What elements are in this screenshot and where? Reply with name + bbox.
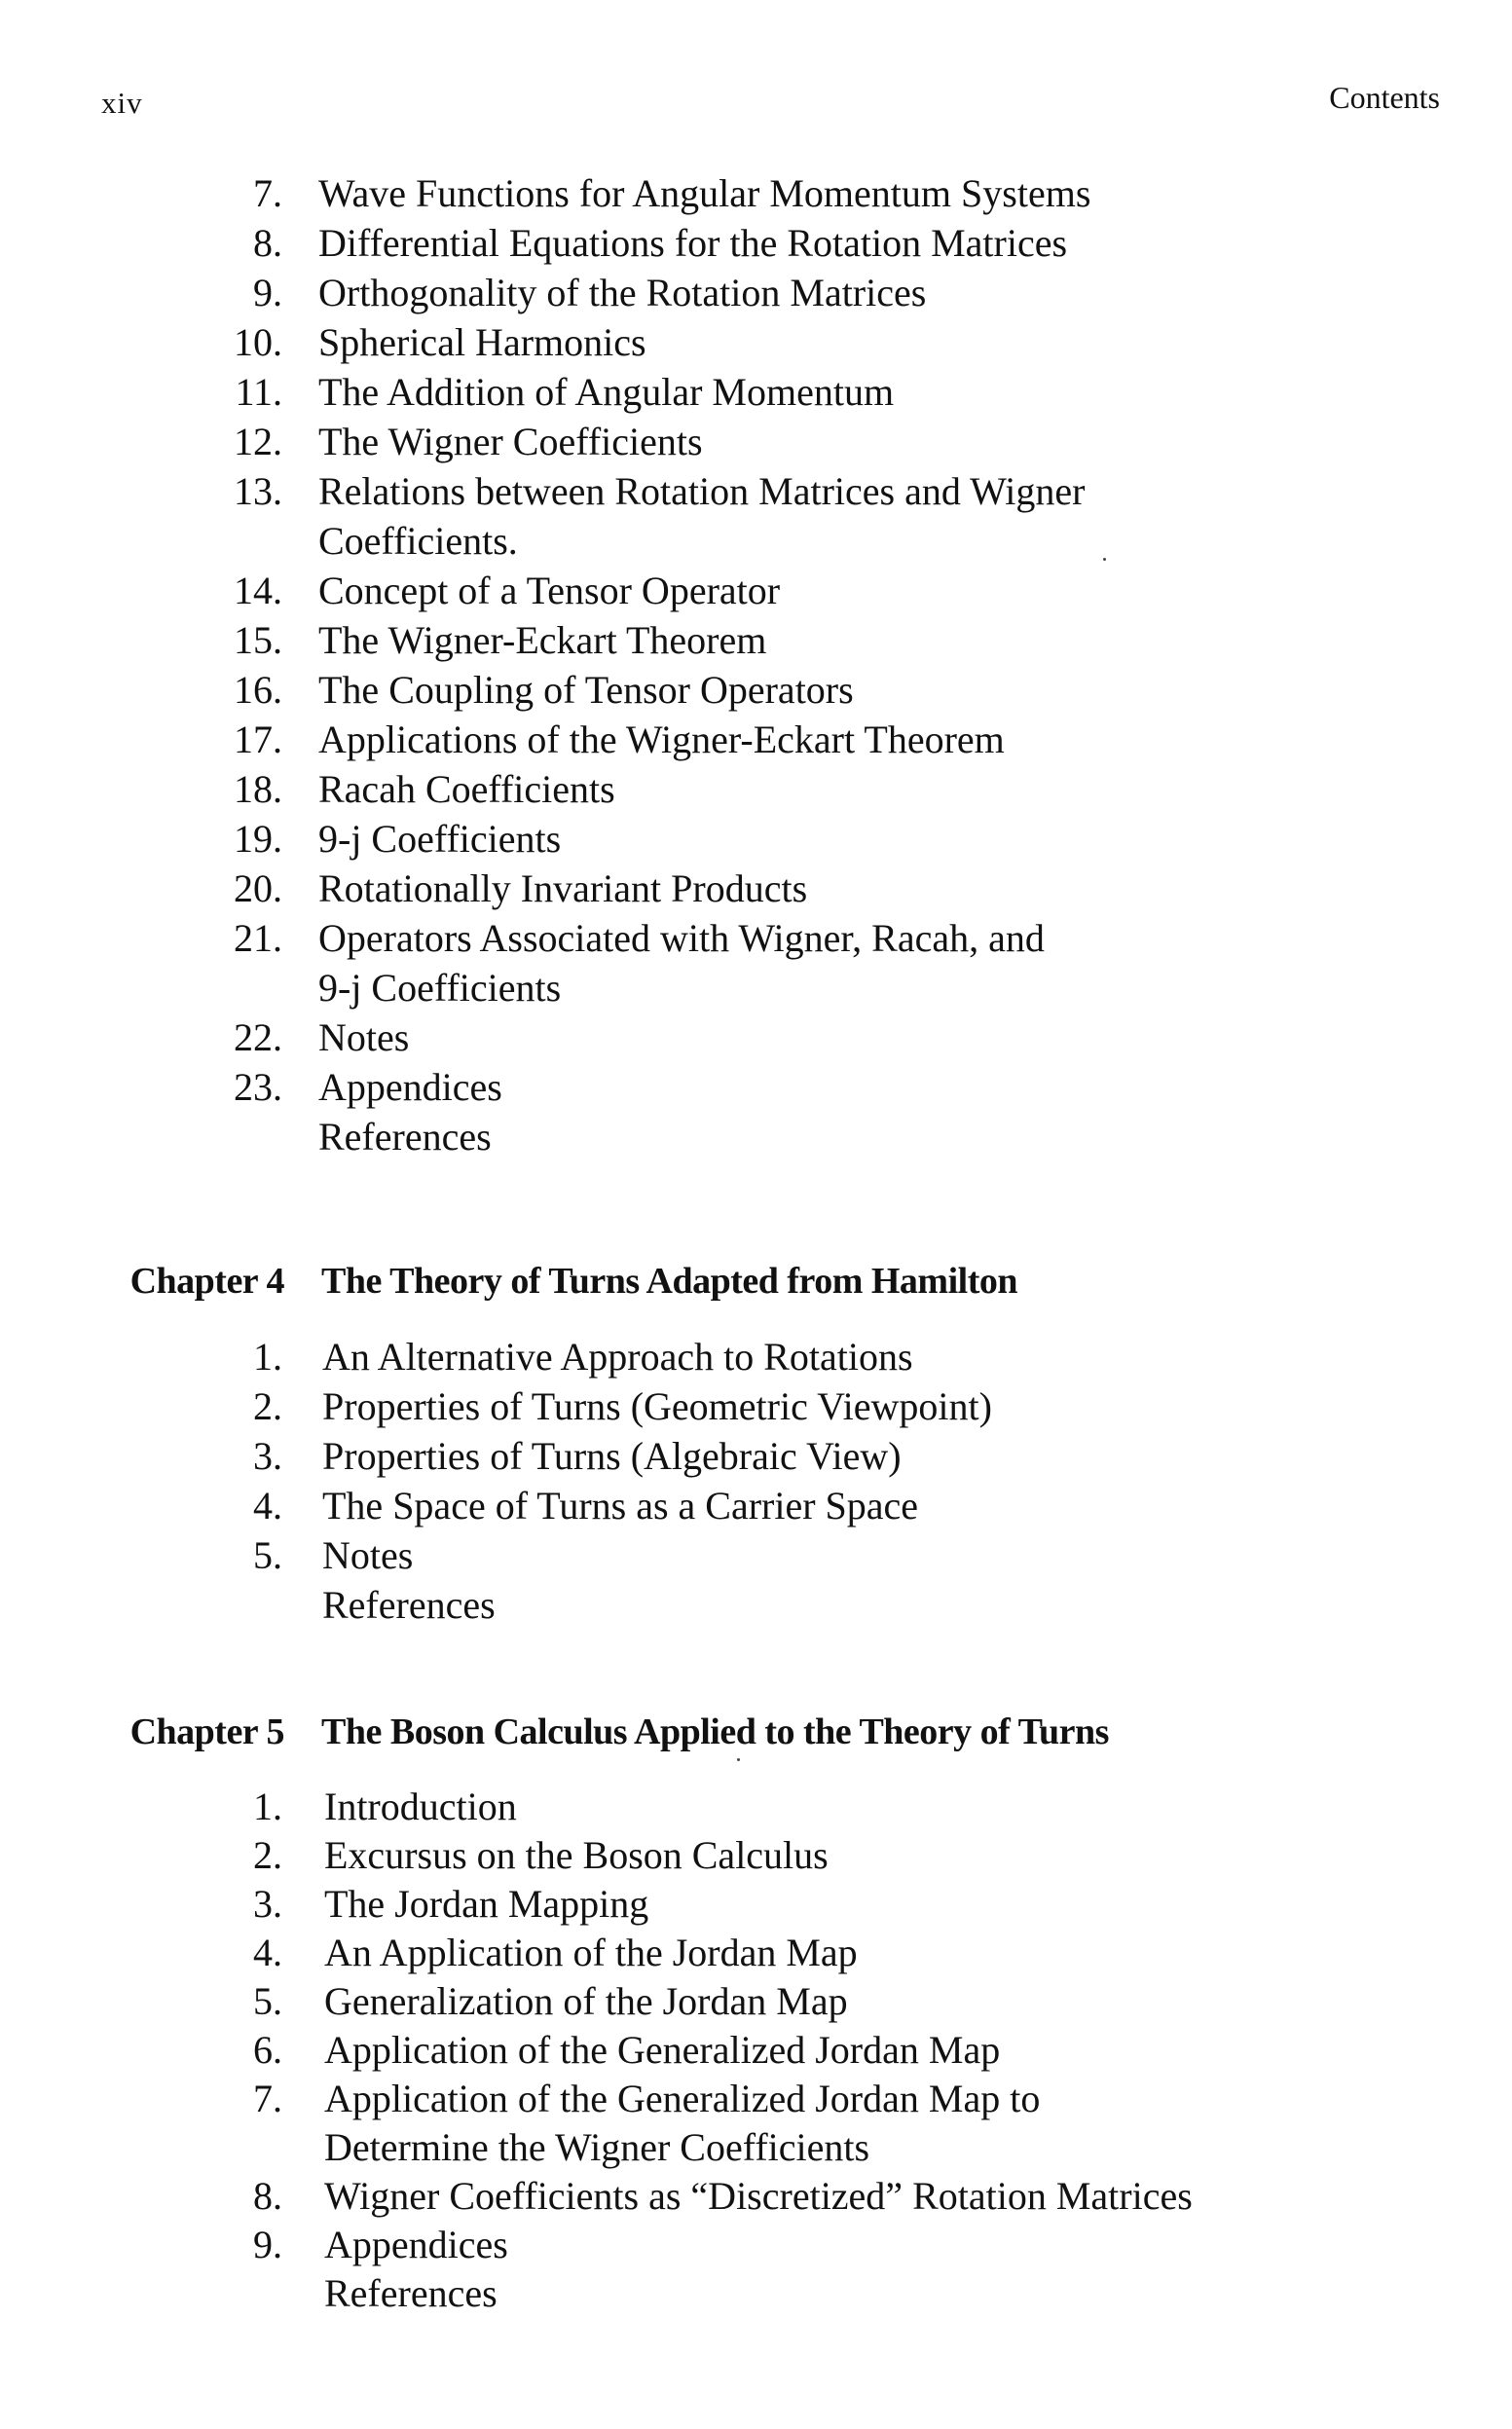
toc-entry [0,1012,1512,1063]
toc-entry [0,2220,1512,2270]
chapter-title: The Boson Calculus Applied to the Theory of Turns [321,1711,1109,1752]
toc-entry [0,1530,1512,1581]
section-title: Operators Associated with Wigner, Racah, and [318,916,1045,960]
section-number: 1. [253,1335,282,1379]
toc-entry [0,367,1512,418]
toc-entry [0,317,1512,368]
toc-entry [0,2074,1512,2124]
section-title: 9-j Coefficients [318,817,562,861]
toc-references [0,1112,1512,1162]
section-number: 21. [234,916,282,960]
toc-entry [0,1062,1512,1113]
section-number: 5. [253,1979,282,2023]
section-title-continued: 9-j Coefficients [318,966,562,1010]
references-label: References [318,1115,492,1159]
scan-speck [737,1758,740,1761]
section-number: 6. [253,2028,282,2072]
chapter-label: Chapter 4 [129,1261,284,1302]
toc-entry [0,615,1512,666]
section-number: 4. [253,1931,282,1974]
toc-entry [0,417,1512,467]
section-title: An Alternative Approach to Rotations [322,1335,913,1379]
section-number: 8. [253,221,282,265]
section-title: Applications of the Wigner-Eckart Theorem [318,718,1005,761]
toc-entry [0,1928,1512,1978]
section-number: 2. [253,1384,282,1428]
section-title: The Wigner-Eckart Theorem [318,618,767,662]
section-number: 7. [253,171,282,215]
section-number: 22. [234,1015,282,1059]
section-title: Racah Coefficients [318,767,615,811]
section-number: 1. [253,1785,282,1828]
section-number: 15. [234,618,282,662]
chapter-heading [0,1707,1512,1757]
toc-references [0,1580,1512,1631]
toc-references [0,2268,1512,2319]
section-number: 12. [234,420,282,463]
toc-entry [0,466,1512,517]
section-number: 3. [253,1882,282,1926]
section-number: 10. [234,320,282,364]
toc-entry [0,1830,1512,1881]
section-title: Application of the Generalized Jordan Map [324,2028,1001,2072]
section-title: Generalization of the Jordan Map [324,1979,848,2023]
section-number: 8. [253,2174,282,2218]
running-head: Contents [1329,80,1440,115]
section-title: Relations between Rotation Matrices and Wigner [318,469,1086,513]
section-title: Orthogonality of the Rotation Matrices [318,271,927,314]
section-number: 7. [253,2077,282,2120]
chapter-label: Chapter 5 [129,1711,284,1752]
section-title: Excursus on the Boson Calculus [324,1833,829,1877]
toc-entry [0,1782,1512,1832]
section-title: Differential Equations for the Rotation Matrices [318,221,1068,265]
section-number: 13. [234,469,282,513]
section-number: 19. [234,817,282,861]
chapter-title: The Theory of Turns Adapted from Hamilton [321,1261,1017,1302]
section-number: 14. [234,569,282,612]
section-title: Notes [322,1533,414,1577]
toc-entry [0,1431,1512,1482]
section-title-continued: Determine the Wigner Coefficients [324,2125,870,2169]
section-number: 5. [253,1533,282,1577]
section-title-continued: Coefficients. [318,519,518,563]
toc-entry [0,1381,1512,1432]
section-number: 3. [253,1434,282,1478]
toc-entry [0,715,1512,765]
section-title: Application of the Generalized Jordan Map to [324,2077,1041,2120]
section-title: Notes [318,1015,410,1059]
toc-entry [0,268,1512,318]
section-title: Appendices [324,2223,508,2266]
toc-entry [0,1332,1512,1382]
section-title: An Application of the Jordan Map [324,1931,858,1974]
toc-entry [0,2025,1512,2076]
section-number: 11. [235,370,282,414]
section-title: The Jordan Mapping [324,1882,649,1926]
section-number: 4. [253,1484,282,1527]
section-title: Concept of a Tensor Operator [318,569,781,612]
toc-entry [0,814,1512,865]
section-title: The Addition of Angular Momentum [318,370,895,414]
references-label: References [322,1583,496,1627]
toc-entry [0,566,1512,616]
toc-entry [0,1879,1512,1930]
section-number: 16. [234,668,282,712]
toc-entry [0,864,1512,914]
section-title: Spherical Harmonics [318,320,646,364]
toc-entry-continuation [0,516,1512,567]
section-number: 2. [253,1833,282,1877]
toc-entry [0,1481,1512,1531]
section-title: Wave Functions for Angular Momentum Systems [318,171,1091,215]
page-number: xiv [101,86,143,120]
toc-entry [0,1976,1512,2027]
section-number: 23. [234,1065,282,1109]
section-title: Wigner Coefficients as “Discretized” Rotation Matrices [324,2174,1193,2218]
toc-entry [0,665,1512,716]
toc-entry [0,218,1512,269]
toc-entry-continuation [0,2122,1512,2173]
section-title: The Coupling of Tensor Operators [318,668,854,712]
section-number: 9. [253,2223,282,2266]
section-title: Properties of Turns (Algebraic View) [322,1434,902,1478]
section-title: Introduction [324,1785,517,1828]
toc-entry-continuation [0,963,1512,1013]
references-label: References [324,2271,498,2315]
section-title: The Wigner Coefficients [318,420,703,463]
toc-entry [0,2171,1512,2222]
toc-entry [0,168,1512,219]
scan-speck [1103,558,1106,561]
section-number: 17. [234,718,282,761]
section-title: Rotationally Invariant Products [318,866,808,910]
chapter-heading [0,1256,1512,1307]
section-title: The Space of Turns as a Carrier Space [322,1484,919,1527]
section-number: 18. [234,767,282,811]
section-number: 9. [253,271,282,314]
section-number: 20. [234,866,282,910]
section-title: Appendices [318,1065,502,1109]
section-title: Properties of Turns (Geometric Viewpoint) [322,1384,992,1428]
toc-entry [0,913,1512,964]
toc-entry [0,764,1512,815]
